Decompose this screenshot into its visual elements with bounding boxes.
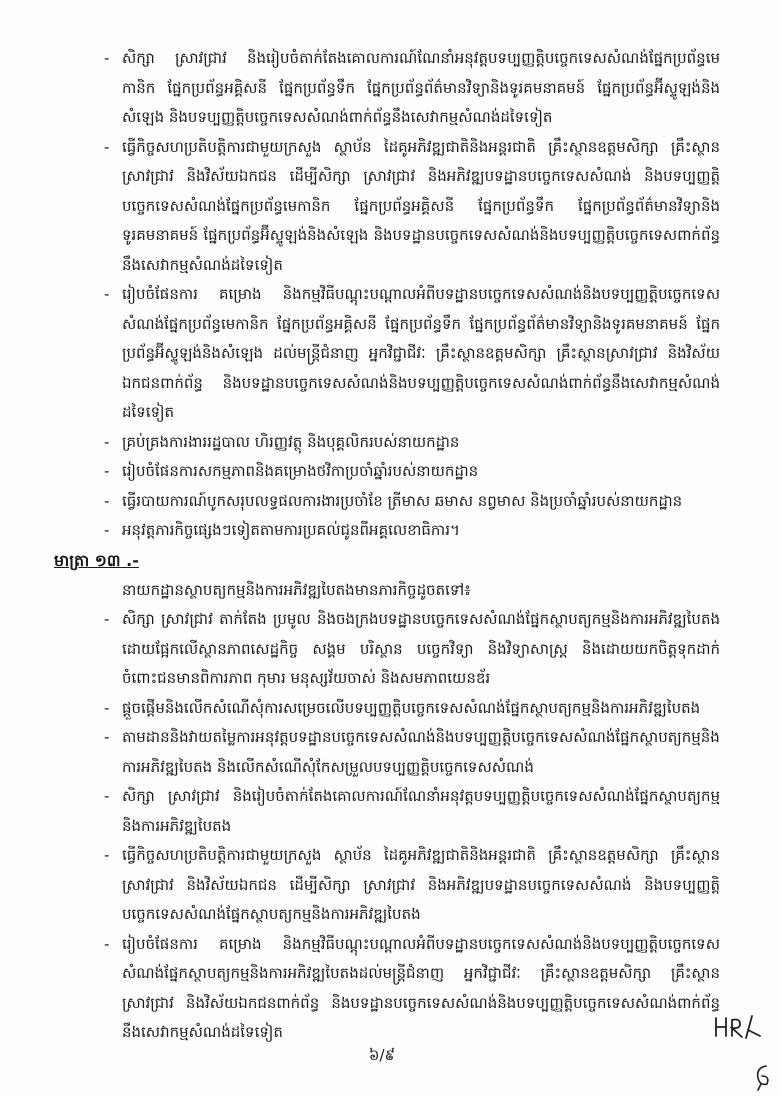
list-item: - តាមដាននិងវាយតម្លៃការអនុវត្តបទដ្ឋានបច្ចេកទេសសំណង់និងបទប្បញ្ញត្តិបច្ចេកទេសសំណង់ផ្នែកស្ថាបត្យកម្មនិងការអភិវឌ្ឍបៃតង និងលើកសំណើសុំកែសម្រួលបទប្បញ្ញត្តិបច្ចេកទេសសំណង់	[104, 728, 720, 776]
list-item: - ធ្វើកិច្ចសហប្រតិបត្តិការជាមួយក្រសួង ស្ថាប័ន ដៃគូអភិវឌ្ឍជាតិនិងអន្តរជាតិ គ្រឹះស្ថានឧត្តមសិក្សា គ្រឹះស្ថានស្រាវជ្រាវ និងវិស័យឯកជន ដើម្បីសិក្សា ស្រាវជ្រាវ និងអភិវឌ្ឍបទដ្ឋានបច្ចេកទេសសំណង់ និងបទប្បញ្ញត្តិបច្ចេកទេសសំណង់ផ្នែកស្ថាបត្យកម្មនិងការអភិវឌ្ឍបៃតង	[104, 846, 720, 923]
list-item: - ផ្តួចផ្តើមនិងលើកសំណើសុំការសម្រេចលើបទប្បញ្ញត្តិបច្ចេកទេសសំណង់ផ្នែកស្ថាបត្យកម្មនិងការអភិវឌ្ឍបៃតង	[104, 698, 701, 717]
list-item: - ធ្វើកិច្ចសហប្រតិបត្តិការជាមួយក្រសួង ស្ថាប័ន ដៃគូអភិវឌ្ឍជាតិនិងអន្តរជាតិ គ្រឹះស្ថានឧត្តមសិក្សា គ្រឹះស្ថានស្រាវជ្រាវ និងវិស័យឯកជន ដើម្បីសិក្សា ស្រាវជ្រាវ និងអភិវឌ្ឍបទដ្ឋានបច្ចេកទេសសំណង់ និងបទប្បញ្ញត្តិបច្ចេកទេសសំណង់ផ្នែកប្រព័ន្ធមេកានិក ផ្នែកប្រព័ន្ធអគ្គិសនី ផ្នែកប្រព័ន្ធទឹក ផ្នែកប្រព័ន្ធព័ត៌មានវិទ្យានិងទូរគមនាគមន៍ ផ្នែកប្រព័ន្ធអ៊ីស្ទូឡង់និងសំឡេង និងបទដ្ឋានបច្ចេកទេសសំណង់និងបទប្បញ្ញត្តិបច្ចេកទេសពាក់ព័ន្ធនឹងសេវាកម្មសំណង់ដទៃទៀត	[104, 137, 720, 274]
article-intro: នាយកដ្ឋានស្ថាបត្យកម្មនិងការអភិវឌ្ឍបៃតងមានភារកិច្ចដូចតទៅ៖	[122, 580, 471, 599]
document-body	[54, 44, 720, 1048]
article-heading: មាត្រា ១៣ .-	[54, 550, 139, 570]
list-item: - អនុវត្តភារកិច្ចផ្សេងៗទៀតតាមការប្រគល់ជូនពីអគ្គលេខាធិការ។	[104, 521, 460, 539]
page-number: ៦/៩	[368, 1046, 396, 1064]
list-item: - រៀបចំផែនការ គម្រោង និងកម្មវិធីបណ្តុះបណ្តាលអំពីបទដ្ឋានបច្ចេកទេសសំណង់និងបទប្បញ្ញត្តិបច្ចេកទេសសំណង់ផ្នែកប្រព័ន្ធមេកានិក ផ្នែកប្រព័ន្ធអគ្គិសនី ផ្នែកប្រព័ន្ធទឹក ផ្នែកប្រព័ន្ធព័ត៌មានវិទ្យានិងទូរគមនាគមន៍ ផ្នែកប្រព័ន្ធអ៊ីស្ទូឡង់និងសំឡេង ដល់មន្ត្រីជំនាញ អ្នកវិជ្ជាជីវៈ គ្រឹះស្ថានឧត្តមសិក្សា គ្រឹះស្ថានស្រាវជ្រាវ និងវិស័យឯកជនពាក់ព័ន្ធ និងបទដ្ឋានបច្ចេកទេសសំណង់និងបទប្បញ្ញត្តិបច្ចេកទេសសំណង់ពាក់ព័ន្ធនឹងសេវាកម្មសំណង់ដទៃទៀត	[104, 285, 720, 421]
list-item: - ធ្វើរបាយការណ៍បូកសរុបលទ្ធផលការងារប្រចាំខែ ត្រីមាស ឆមាស នព្វមាស និងប្រចាំឆ្នាំរបស់នាយកដ្ឋាន	[104, 491, 683, 510]
list-item: - រៀបចំផែនការ គម្រោង និងកម្មវិធីបណ្តុះបណ្តាលអំពីបទដ្ឋានបច្ចេកទេសសំណង់និងបទប្បញ្ញត្តិបច្ចេកទេសសំណង់ផ្នែកស្ថាបត្យកម្មនិងការអភិវឌ្ឍបៃតងដល់មន្ត្រីជំនាញ អ្នកវិជ្ជាជីវៈ គ្រឹះស្ថានឧត្តមសិក្សា គ្រឹះស្ថានស្រាវជ្រាវ និងវិស័យឯកជនពាក់ព័ន្ធ និងបទដ្ឋានបច្ចេកទេសសំណង់និងបទប្បញ្ញត្តិបច្ចេកទេសសំណង់ពាក់ព័ន្ធនឹងសេវាកម្មសំណង់ដទៃទៀត	[104, 934, 720, 1041]
list-item: - សិក្សា ស្រាវជ្រាវ និងរៀបចំតាក់តែងគោលការណ៍ណែនាំអនុវត្តបទប្បញ្ញត្តិបច្ចេកទេសសំណង់ផ្នែកស្ថាបត្យកម្មនិងការអភិវឌ្ឍបៃតង	[104, 787, 720, 835]
list-item: - សិក្សា ស្រាវជ្រាវ និងរៀបចំតាក់តែងគោលការណ៍ណែនាំអនុវត្តបទប្បញ្ញត្តិបច្ចេកទេសសំណង់ផ្នែកប្រព័ន្ធមេកានិក ផ្នែកប្រព័ន្ធអគ្គិសនី ផ្នែកប្រព័ន្ធទឹក ផ្នែកប្រព័ន្ធព័ត៌មានវិទ្យានិងទូរគមនាគមន៍ ផ្នែកប្រព័ន្ធអ៊ីស្ទូឡង់និងសំឡេង និងបទប្បញ្ញត្តិបច្ចេកទេសសំណង់ពាក់ព័ន្ធនឹងសេវាកម្មសំណង់ដទៃទៀត	[104, 49, 720, 126]
list-item: - គ្រប់គ្រងការងាររដ្ឋបាល ហិរញ្ញវត្ថុ និងបុគ្គលិករបស់នាយកដ្ឋាន	[104, 432, 460, 451]
handwritten-initials	[712, 1010, 764, 1048]
article-13-list	[100, 605, 720, 1048]
section-a-list	[100, 44, 720, 546]
list-item: - សិក្សា ស្រាវជ្រាវ តាក់តែង ប្រមូល និងចងក្រងបទដ្ឋានបច្ចេកទេសសំណង់ផ្នែកស្ថាបត្យកម្មនិងការអភិវឌ្ឍបៃតង ដោយផ្អែកលើស្ថានភាពសេដ្ឋកិច្ច សង្គម បរិស្ថាន បច្ចេកវិទ្យា និងវិទ្យាសាស្ត្រ និងដោយយកចិត្តទុកដាក់ចំពោះជនមានពិការភាព កុមារ មនុស្សវ័យចាស់ និងសមភាពយេនឌ័រ	[104, 610, 720, 687]
list-item: - រៀបចំផែនការសកម្មភាពនិងគម្រោងថវិកាប្រចាំឆ្នាំរបស់នាយកដ្ឋាន	[104, 462, 479, 480]
handwritten-mark	[752, 1062, 772, 1096]
